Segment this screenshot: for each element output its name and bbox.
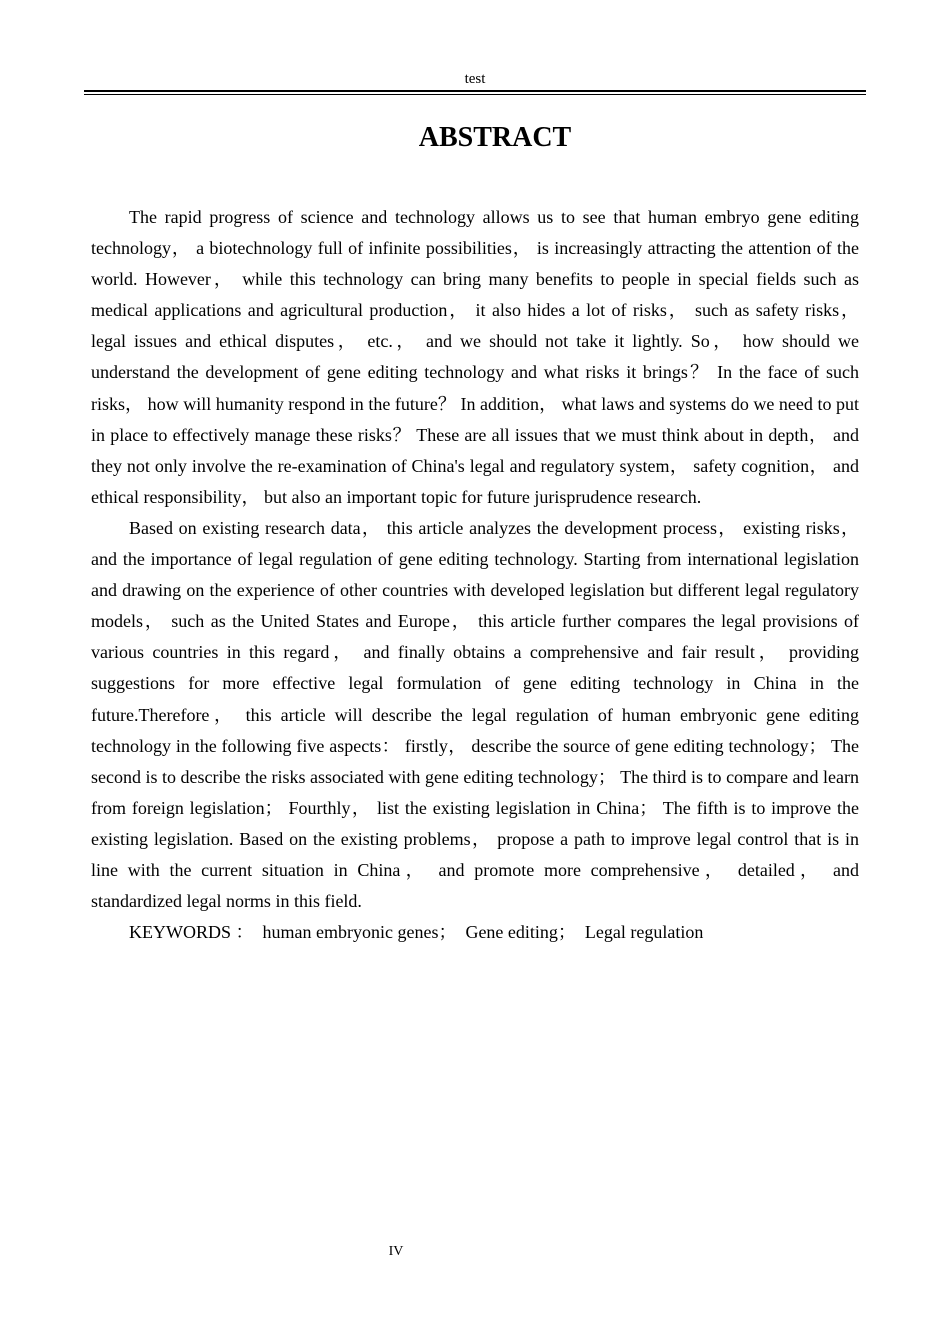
abstract-title: ABSTRACT <box>418 122 572 153</box>
keywords-line: KEYWORDS ： human embryonic genes； Gene editing； Legal regulation <box>129 922 704 943</box>
header-rule-thin <box>84 94 866 95</box>
page-number: IV <box>388 1244 404 1259</box>
abstract-paragraph-2: Based on existing research data， this article analyzes the development process， existing risks， and the importance of legal regulation of gene editing technology. Starting from international legislation and drawing on the experience of other countries with developed legislation but different legal regulatory models， such as the United States and Europe， this article further compares the legal provisions of various countries in this regard， and finally obtains a comprehensive and fair result， providing suggestions for more effective legal formulation of gene editing technology in China in the future.Therefore， this article will describe the legal regulation of human embryonic gene editing technology in the following five aspects： firstly， describe the source of gene editing technology； The second is to describe the risks associated with gene editing technology； The third is to compare and learn from foreign legislation； Fourthly， list the existing legislation in China； The fifth is to improve the existing legislation. Based on the existing problems， propose a path to improve legal control that is in line with the current situation in China， and promote more comprehensive， detailed， and standardized legal norms in this field. <box>91 517 859 912</box>
abstract-paragraph-1: The rapid progress of science and technology allows us to see that human embryo gene editing technology， a biotechnology full of infinite possibilities， is increasingly attracting the attention of the world. However， while this technology can bring many benefits to people in special fields such as medical applications and agricultural production， it also hides a lot of risks， such as safety risks， legal issues and ethical disputes， etc.， and we should not take it lightly. So， how should we understand the development of gene editing technology and what risks it brings？ In the face of such risks， how will humanity respond in the future？ In addition， what laws and systems do we need to put in place to effectively manage these risks？ These are all issues that we must think about in depth， and they not only involve the re-examination of China's legal and regulatory system， safety cognition， and ethical responsibility， but also an important topic for future jurisprudence research. <box>91 207 859 507</box>
header-rule-thick <box>84 90 866 92</box>
running-header: test <box>464 71 486 87</box>
abstract-body <box>91 202 859 948</box>
